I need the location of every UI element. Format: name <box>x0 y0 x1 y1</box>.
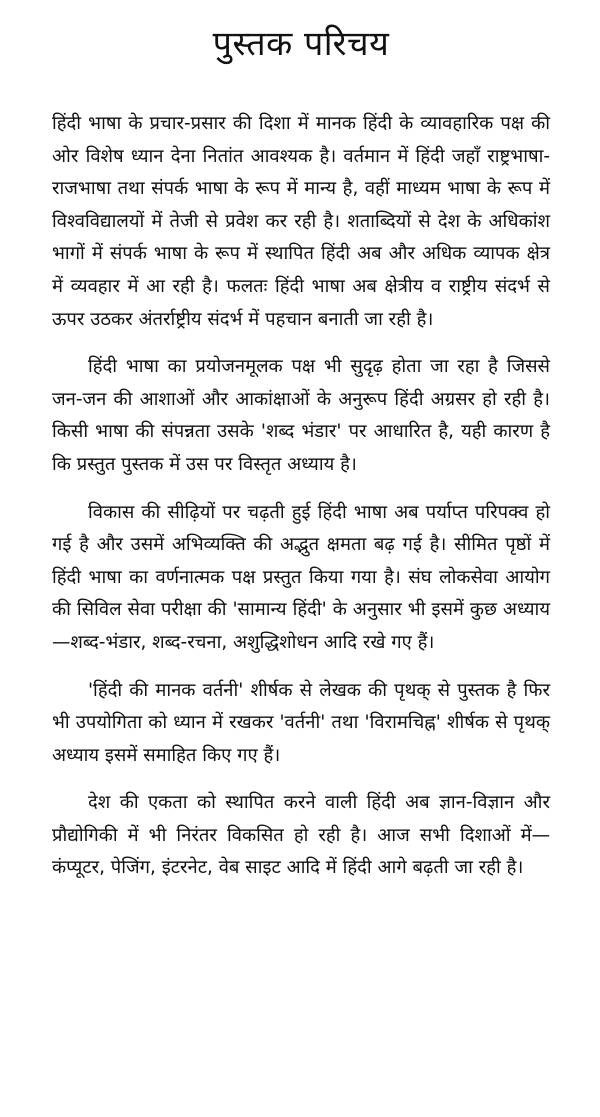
page-title: पुस्तक परिचय <box>212 24 390 64</box>
paragraph-2: हिंदी भाषा का प्रयोजनमूलक पक्ष भी सुदृढ़ होता जा रहा है जिससे जन-जन की आशाओं और आकांक्षाओं के अनुरूप हिंदी अग्रसर हो रही है। किसी भाषा की संपन्नता उसके 'शब्द भंडार' पर आधारित है, यही कारण है कि प्रस्तुत पुस्तक में उस पर विस्तृत अध्याय है। <box>52 356 550 475</box>
paragraph-3: विकास की सीढ़ियों पर चढ़ती हुई हिंदी भाषा अब पर्याप्त परिपक्व हो गई है और उसमें अभिव्यक्ति की अद्भुत क्षमता बढ़ गई है। सीमित पृष्ठों में हिंदी भाषा का वर्णनात्मक पक्ष प्रस्तुत किया गया है। संघ लोकसेवा आयोग की सिविल सेवा परीक्षा की 'सामान्य हिंदी' के अनुसार भी इसमें कुछ अध्याय—शब्द-भंडार, शब्द-रचना, अशुद्धिशोधन आदि रखे गए हैं। <box>52 501 550 653</box>
paragraph-5: देश की एकता को स्थापित करने वाली हिंदी अब ज्ञान-विज्ञान और प्रौद्योगिकी में भी निरंतर विकसित हो रही है। आज सभी दिशाओं में—कंप्यूटर, पेजिंग, इंटरनेट, वेब साइट आदि में हिंदी आगे बढ़ती जा रही है। <box>52 792 550 879</box>
paragraph-4: 'हिंदी की मानक वर्तनी' शीर्षक से लेखक की पृथक् से पुस्तक है फिर भी उपयोगिता को ध्यान में रखकर 'वर्तनी' तथा 'विरामचिह्न' शीर्षक से पृथक् अध्याय इसमें समाहित किए गए हैं। <box>52 679 550 766</box>
paragraph-1: हिंदी भाषा के प्रचार-प्रसार की दिशा में मानक हिंदी के व्यावहारिक पक्ष की ओर विशेष ध्यान देना नितांत आवश्यक है। वर्तमान में हिंदी जहाँ राष्ट्रभाषा-राजभाषा तथा संपर्क भाषा के रूप में मान्य है, वहीं माध्यम भाषा के रूप में विश्वविद्यालयों में तेजी से प्रवेश कर रही है। शताब्दियों से देश के अधिकांश भागों में संपर्क भाषा के रूप में स्थापित हिंदी अब और अधिक व्यापक क्षेत्र में व्यवहार में आ रही है। फलतः हिंदी भाषा अब क्षेत्रीय व राष्ट्रीय संदर्भ से ऊपर उठकर अंतर्राष्ट्रीय संदर्भ में पहचान बनाती जा रही है। <box>52 113 550 330</box>
